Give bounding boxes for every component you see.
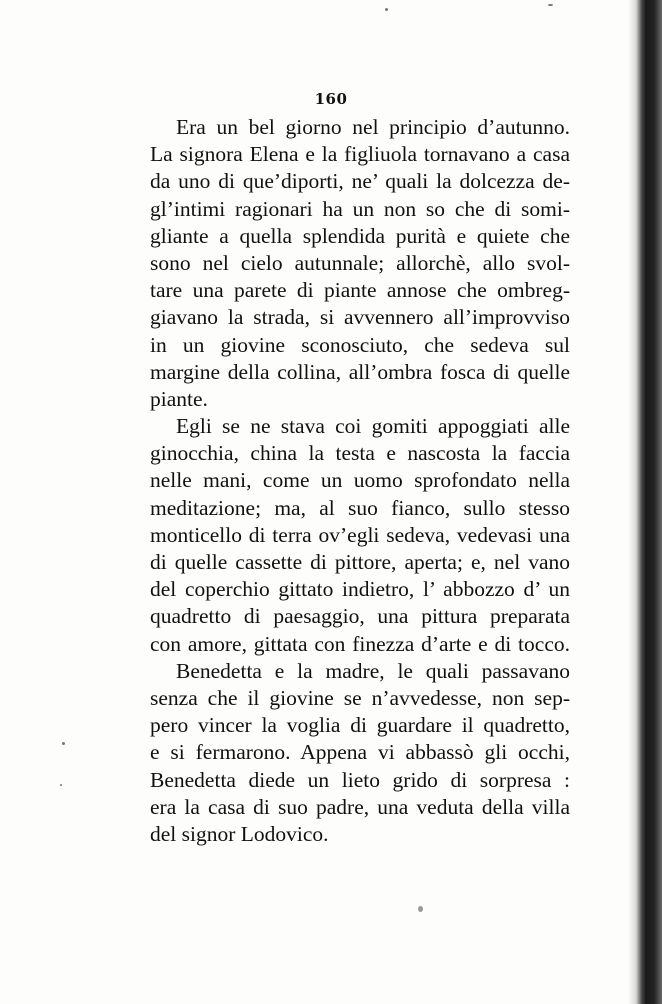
scan-page-edge: [628, 0, 662, 1004]
text-line: Benedetta e la madre, le quali passavano: [176, 658, 570, 683]
text-line: meditazione; ma, al suo fianco, sullo stesso: [150, 495, 570, 520]
text-line: da uno di que’diporti, ne’ quali la dolcezza de-: [150, 169, 570, 194]
text-line: ginocchia, china la testa e nascosta la faccia: [150, 441, 570, 466]
text-line: del signor Lodovico.: [150, 821, 329, 846]
text-line: gl’intimi ragionari ha un non so che di somi-: [150, 196, 570, 221]
text-line: monticello di terra ov’egli sedeva, vedevasi una: [150, 522, 570, 547]
text-line: Benedetta diede un lieto grido di sorpresa :: [150, 767, 570, 792]
text-line: tare una parete di piante annose che ombreg-: [150, 278, 570, 303]
text-line: La signora Elena e la figliuola tornavano a casa: [150, 142, 570, 167]
text-line: margine della collina, all’ombra fosca di quelle: [150, 359, 570, 384]
text-line: quadretto di paesaggio, una pittura preparata: [150, 604, 570, 629]
page-number: 160: [314, 90, 348, 108]
text-line: Egli se ne stava coi gomiti appoggiati alle: [176, 414, 570, 439]
text-line: piante.: [150, 386, 208, 411]
text-line: era la casa di suo padre, una veduta della villa: [150, 794, 570, 819]
text-line: con amore, gittata con finezza d’arte e di tocco.: [150, 631, 570, 656]
text-line: pero vincer la voglia di guardare il quadretto,: [150, 713, 570, 738]
body-text: [150, 114, 570, 848]
text-line: nelle mani, come un uomo sprofondato nella: [150, 468, 570, 493]
text-line: gliante a quella splendida purità e quiete che: [150, 223, 570, 248]
text-line: e si fermarono. Appena vi abbassò gli occhi,: [150, 740, 570, 765]
text-line: del coperchio gittato indietro, l’ abbozzo d’ un: [150, 577, 570, 602]
text-line: di quelle cassette di pittore, aperta; e, nel vano: [150, 550, 570, 574]
text-line: in un giovine sconosciuto, che sedeva sul: [150, 332, 570, 357]
text-line: giavano la strada, si avvennero all’improvviso: [150, 305, 570, 330]
text-line: senza che il giovine se n’avvedesse, non sep-: [150, 685, 570, 710]
text-line: sono nel cielo autunnale; allorchè, allo svol-: [150, 250, 570, 275]
text-line: Era un bel giorno nel principio d’autunno.: [176, 115, 570, 139]
